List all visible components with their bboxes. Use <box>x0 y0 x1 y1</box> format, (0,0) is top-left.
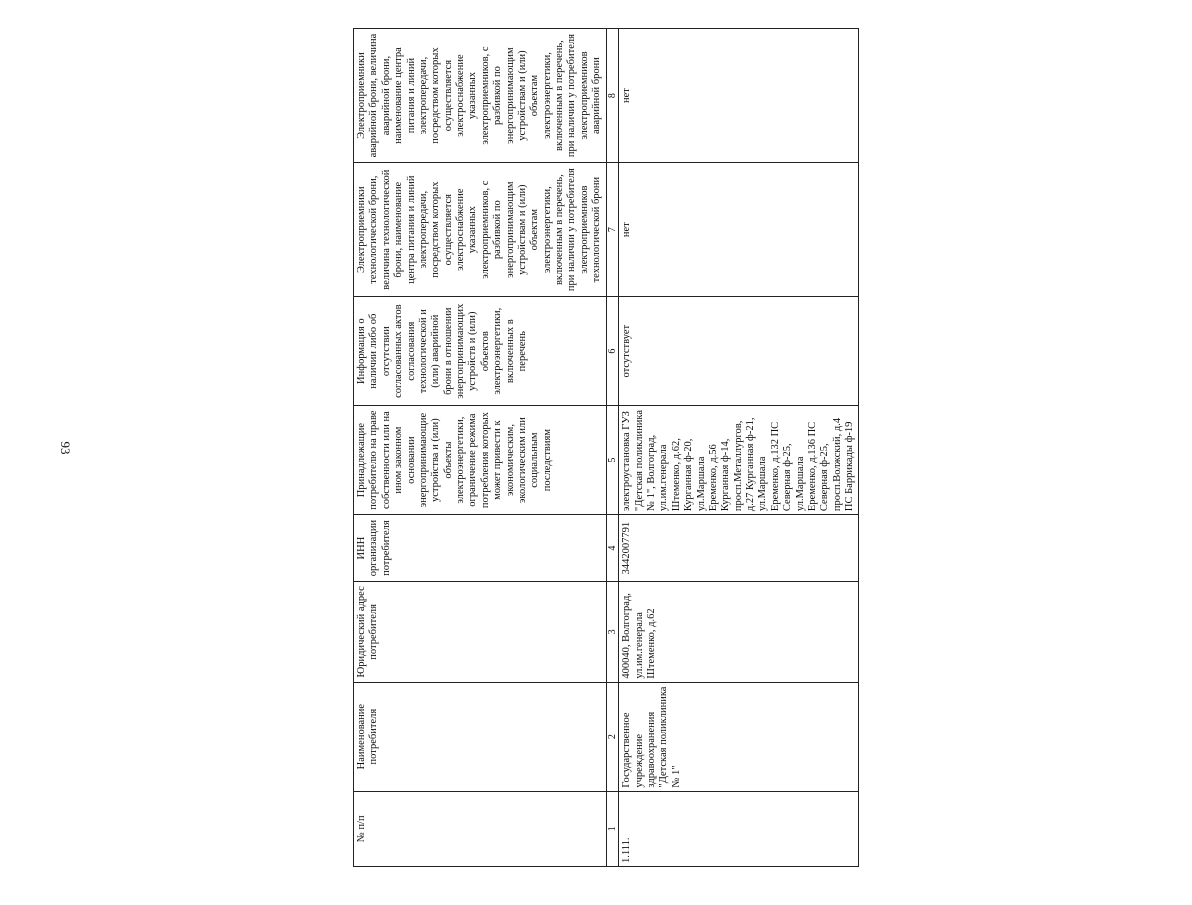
header-devices: Принадлежащие потребителю на праве собственности или на ином законном основании энергопринимающие устройства и (или) объекты электроэнергетики, ограничение режима потребления которых может привести к экономическим, экологическим или социальным последствиям <box>354 406 607 515</box>
row-number: 1.111. <box>619 791 859 866</box>
column-number: 6 <box>606 297 619 406</box>
acts-status: отсутствует <box>619 297 859 406</box>
tech-reserve-value: нет <box>619 163 859 297</box>
page-number: 93 <box>58 441 73 455</box>
column-number: 1 <box>606 791 619 866</box>
consumer-inn: 3442007791 <box>619 515 859 582</box>
header-emergency-reserve: Электроприемники аварийной брони, величина аварийной брони, наименование центра питания и линий электропередачи, посредством которых осуществляется электроснабжение указанных электроприемников, с разбивкой по энергопринимающим устройствам и (или) объектам электроэнергетики, включенным в перечень, при наличии у потребителя электроприемников аварийной брони <box>354 29 607 163</box>
header-row <box>354 29 607 867</box>
consumer-name: Государственное учреждение здравоохранения "Детская поликлиника № 1" <box>619 682 859 791</box>
column-number: 5 <box>606 406 619 515</box>
consumers-table <box>353 28 859 867</box>
header-address: Юридический адрес потребителя <box>354 582 607 683</box>
header-index: № п/п <box>354 791 607 866</box>
table-row <box>619 29 859 867</box>
emergency-reserve-value: нет <box>619 29 859 163</box>
header-inn: ИНН организации потребителя <box>354 515 607 582</box>
header-acts: Информация о наличии либо об отсутствии согласованных актов согласования технологической и (или) аварийной брони в отношении энергопринимающих устройств и (или) объектов электроэнергетики, включенных в перечень <box>354 297 607 406</box>
column-number: 4 <box>606 515 619 582</box>
column-number-row <box>606 29 619 867</box>
column-number: 7 <box>606 163 619 297</box>
rotated-table-wrapper <box>353 33 1192 867</box>
column-number: 2 <box>606 682 619 791</box>
header-name: Наименование потребителя <box>354 682 607 791</box>
column-number: 3 <box>606 582 619 683</box>
consumer-address: 400040, Волгоград, ул.им.генерала Штеменко, д.62 <box>619 582 859 683</box>
header-tech-reserve: Электроприемники технологической брони, величина технологической брони, наименование центра питания и линий электропередачи, посредством которых осуществляется электроснабжение указанных электроприемников, с разбивкой по энергопринимающим устройствам и (или) объектам электроэнергетики, включенным в перечень, при наличии у потребителя электроприемников технологической брони <box>354 163 607 297</box>
column-number: 8 <box>606 29 619 163</box>
consumer-devices: электроустановка ГУЗ "Детская поликлиника № 1", Волгоград, ул.им.генерала Штеменко, д.62, Курганная ф-20, ул.Маршала Еременко, д.56 Курганная ф-14, просп.Металлургов, д.27 Курганная ф-21, ул.Маршала Еременко, д.132 ПС Северная ф-25, ул.Маршала Еременко, д.136 ПС Северная ф-25, просп.Волжский, д.4 ПС Баррикады ф-19 <box>619 406 859 515</box>
